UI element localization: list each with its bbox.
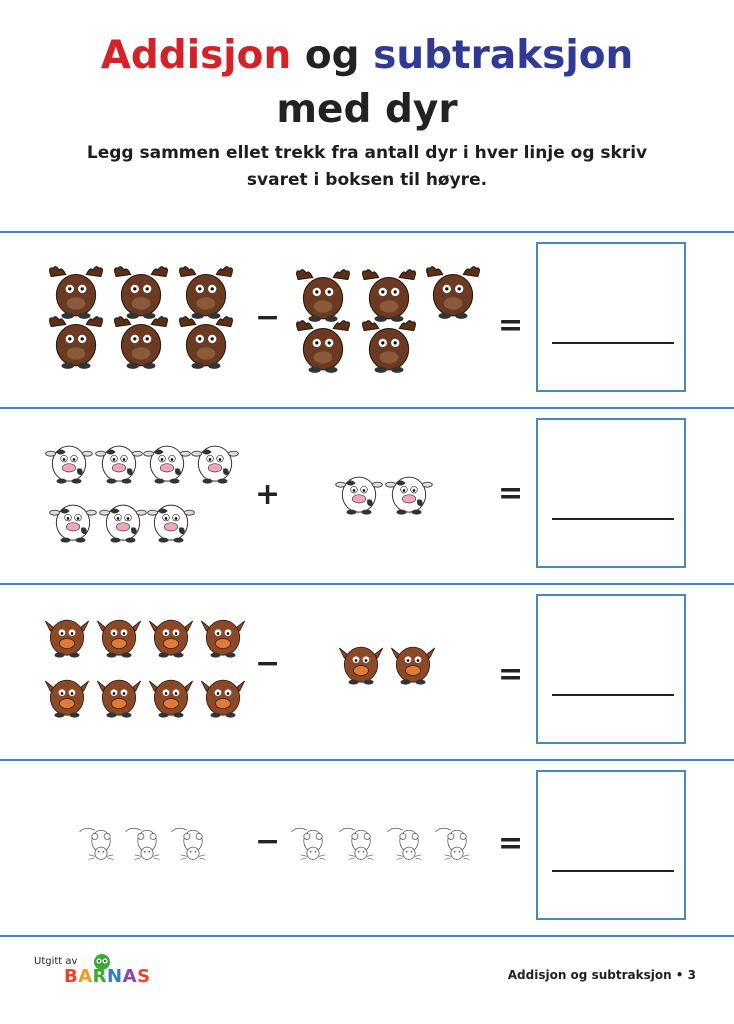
bull-icon	[146, 667, 196, 725]
operator-minus: −	[255, 824, 281, 859]
cow-icon	[334, 465, 384, 521]
cow-icon	[48, 493, 98, 549]
cow-icon	[146, 493, 196, 549]
mouse-icon	[290, 812, 336, 870]
page-title	[0, 30, 734, 82]
title-word-og: og	[304, 33, 360, 78]
publisher-name: BARNAS	[64, 966, 151, 987]
bull-icon	[336, 634, 386, 692]
answer-line	[552, 870, 674, 872]
equals-sign: =	[498, 826, 524, 861]
mouse-icon	[170, 812, 216, 870]
moose-icon	[358, 265, 420, 323]
operator-minus: −	[255, 646, 281, 681]
title-word-addisjon: Addisjon	[100, 33, 292, 78]
answer-line	[552, 342, 674, 344]
bull-icon	[388, 634, 438, 692]
answer-box[interactable]	[536, 770, 686, 920]
row-divider	[0, 759, 734, 761]
row-divider	[0, 231, 734, 233]
cow-icon	[142, 434, 192, 490]
bull-icon	[42, 607, 92, 665]
cow-icon	[384, 465, 434, 521]
mouse-icon	[78, 812, 124, 870]
bull-icon	[94, 667, 144, 725]
publisher-logo	[34, 952, 164, 992]
answer-line	[552, 694, 674, 696]
answer-line	[552, 518, 674, 520]
moose-icon	[358, 316, 420, 374]
page-subtitle: med dyr	[276, 87, 458, 132]
moose-icon	[110, 312, 172, 370]
bull-icon	[146, 607, 196, 665]
answer-box[interactable]	[536, 242, 686, 392]
cow-icon	[98, 493, 148, 549]
mouse-icon	[124, 812, 170, 870]
operator-plus: +	[255, 477, 281, 512]
equals-sign: =	[498, 657, 524, 692]
mouse-icon	[434, 812, 480, 870]
moose-icon	[292, 265, 354, 323]
moose-icon	[175, 312, 237, 370]
title-word-subtraksjon: subtraksjon	[373, 33, 634, 78]
equals-sign: =	[498, 476, 524, 511]
operator-minus: −	[255, 300, 281, 335]
publisher-prefix: Utgitt av	[34, 956, 78, 967]
equals-sign: =	[498, 308, 524, 343]
instructions: Legg sammen ellet trekk fra antall dyr i hver linje og skriv svaret i boksen til høyre.	[86, 143, 648, 190]
answer-box[interactable]	[536, 594, 686, 744]
moose-icon	[45, 312, 107, 370]
bull-icon	[198, 667, 248, 725]
cow-icon	[44, 434, 94, 490]
page-footer-label: Addisjon og subtraksjon • 3	[507, 968, 696, 982]
moose-icon	[292, 316, 354, 374]
row-divider	[0, 583, 734, 585]
cow-icon	[94, 434, 144, 490]
row-divider	[0, 935, 734, 937]
answer-box[interactable]	[536, 418, 686, 568]
moose-icon	[422, 262, 484, 320]
row-divider	[0, 407, 734, 409]
cow-icon	[190, 434, 240, 490]
bull-icon	[198, 607, 248, 665]
bull-icon	[94, 607, 144, 665]
mouse-icon	[386, 812, 432, 870]
mouse-icon	[338, 812, 384, 870]
bull-icon	[42, 667, 92, 725]
